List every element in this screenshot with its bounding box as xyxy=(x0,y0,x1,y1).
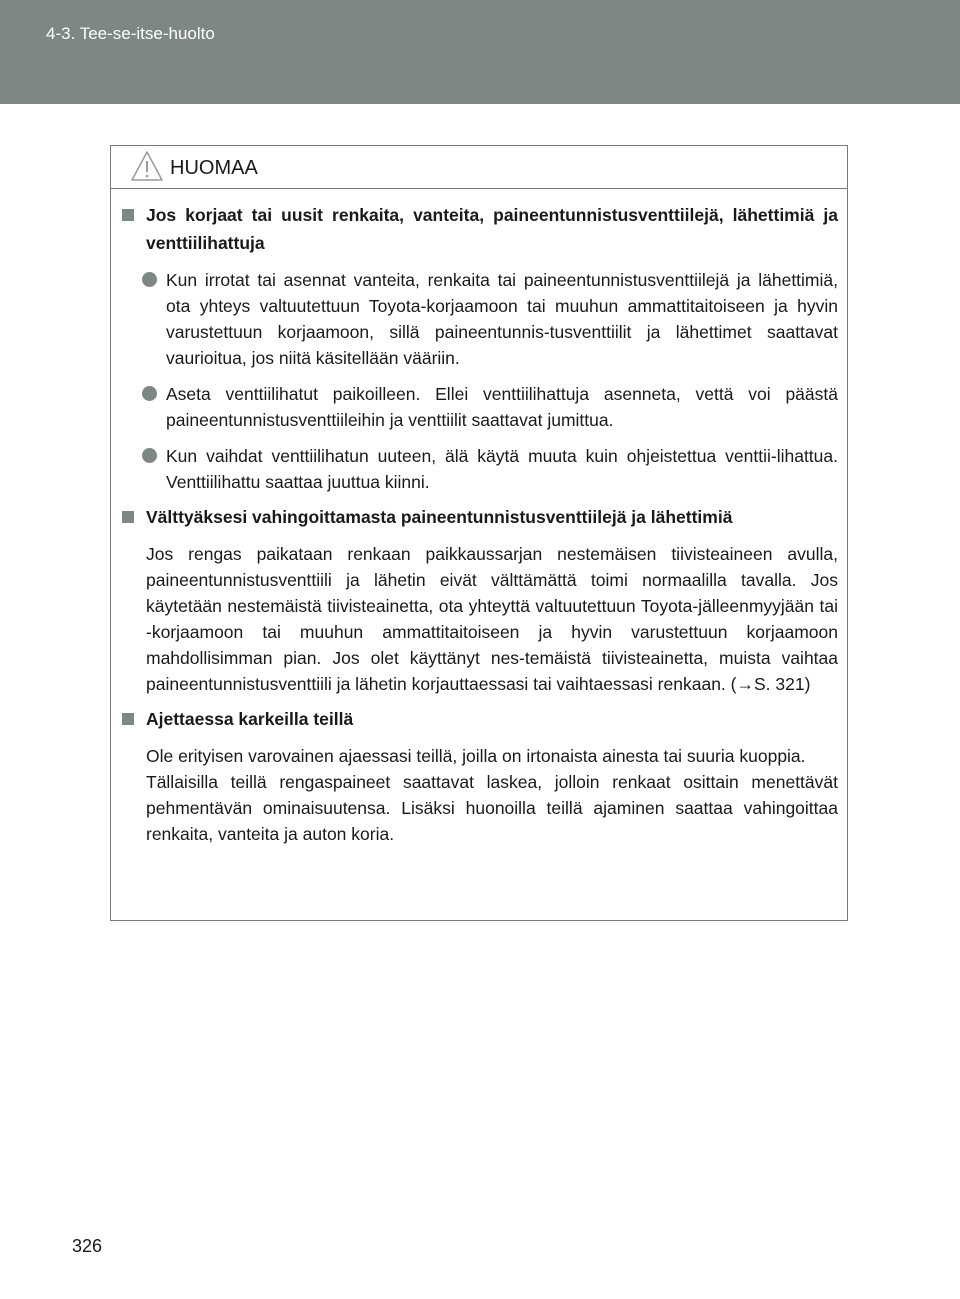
square-bullet-icon xyxy=(122,209,134,221)
page-header xyxy=(0,0,960,104)
paragraph: Ole erityisen varovainen ajaessasi teillä, joilla on irtonaista ainesta tai suuria kuoppia. xyxy=(146,746,806,766)
notice-header xyxy=(111,146,847,189)
circle-bullet-icon xyxy=(142,272,157,287)
circle-bullet-icon xyxy=(142,386,157,401)
bullet-item xyxy=(120,443,838,495)
square-bullet-icon xyxy=(122,511,134,523)
bullet-item xyxy=(120,267,838,371)
bullet-text: Aseta venttiilihatut paikoilleen. Ellei venttiilihattuja asenneta, vettä voi päästä paineentunnistusventtiileihin ja venttiilit saattavat jumittua. xyxy=(166,384,838,430)
notice-body xyxy=(111,189,847,847)
bullet-text: Kun irrotat tai asennat vanteita, renkaita tai paineentunnistusventtiilejä ja lähettimiä, ota yhteys valtuutettuun Toyota-korjaamoon tai muuhun ammattitaitoiseen ja hyvin varustettuun korjaamoon, sillä paineentunnis-tusventtiilit ja lähettimet saattavat vaurioitua, jos niitä käsitellään vääriin. xyxy=(166,270,838,368)
heading-text: Välttyäksesi vahingoittamasta paineentunnistusventtiilejä ja lähettimiä xyxy=(146,507,733,527)
heading-text: Ajettaessa karkeilla teillä xyxy=(146,709,354,729)
page-number: 326 xyxy=(72,1236,103,1256)
section-heading xyxy=(120,201,838,257)
bullet-item xyxy=(120,381,838,433)
heading-text: Jos korjaat tai uusit renkaita, vanteita, paineentunnistusventtiilejä, lähettimiä ja venttiilihattuja xyxy=(146,205,838,253)
notice-title: HUOMAA xyxy=(170,157,258,179)
section-title: 4-3. Tee-se-itse-huolto xyxy=(46,24,215,43)
circle-bullet-icon xyxy=(142,448,157,463)
warning-icon xyxy=(130,150,164,182)
paragraph: Tällaisilla teillä rengaspaineet saattavat laskea, jolloin renkaat osittain menettävät pehmentävän ominaisuutensa. Lisäksi huonoilla teillä ajaminen saattaa vahingoittaa renkaita, vanteita ja auton koria. xyxy=(146,772,838,844)
section-heading xyxy=(120,503,838,531)
bullet-text: Kun vaihdat venttiilihatun uuteen, älä käytä muuta kuin ohjeistettua venttii-lihattua. Venttiilihattu saattaa juuttua kiinni. xyxy=(166,446,838,492)
notice-box xyxy=(110,145,848,921)
paragraph: Jos rengas paikataan renkaan paikkaussarjan nestemäisen tiivisteaineen avulla, paineentunnistusventtiili ja lähetin eivät välttämättä toimi normaalilla tavalla. Jos käytetään nestemäistä tiivisteainetta, ota yhteyttä valtuutettuun Toyota-jälleenmyyjään tai -korjaamoon tai muuhun ammattitaitoiseen ja hyvin varustettuun korjaamoon mahdollisimman pian. Jos olet käyttänyt nes-temäistä tiivisteainetta, muista vaihtaa paineentunnistusventtiili ja lähetin korjauttaessasi tai vaihtaessasi renkaan. (→S. 321) xyxy=(146,544,838,694)
square-bullet-icon xyxy=(122,713,134,725)
section-heading xyxy=(120,705,838,733)
